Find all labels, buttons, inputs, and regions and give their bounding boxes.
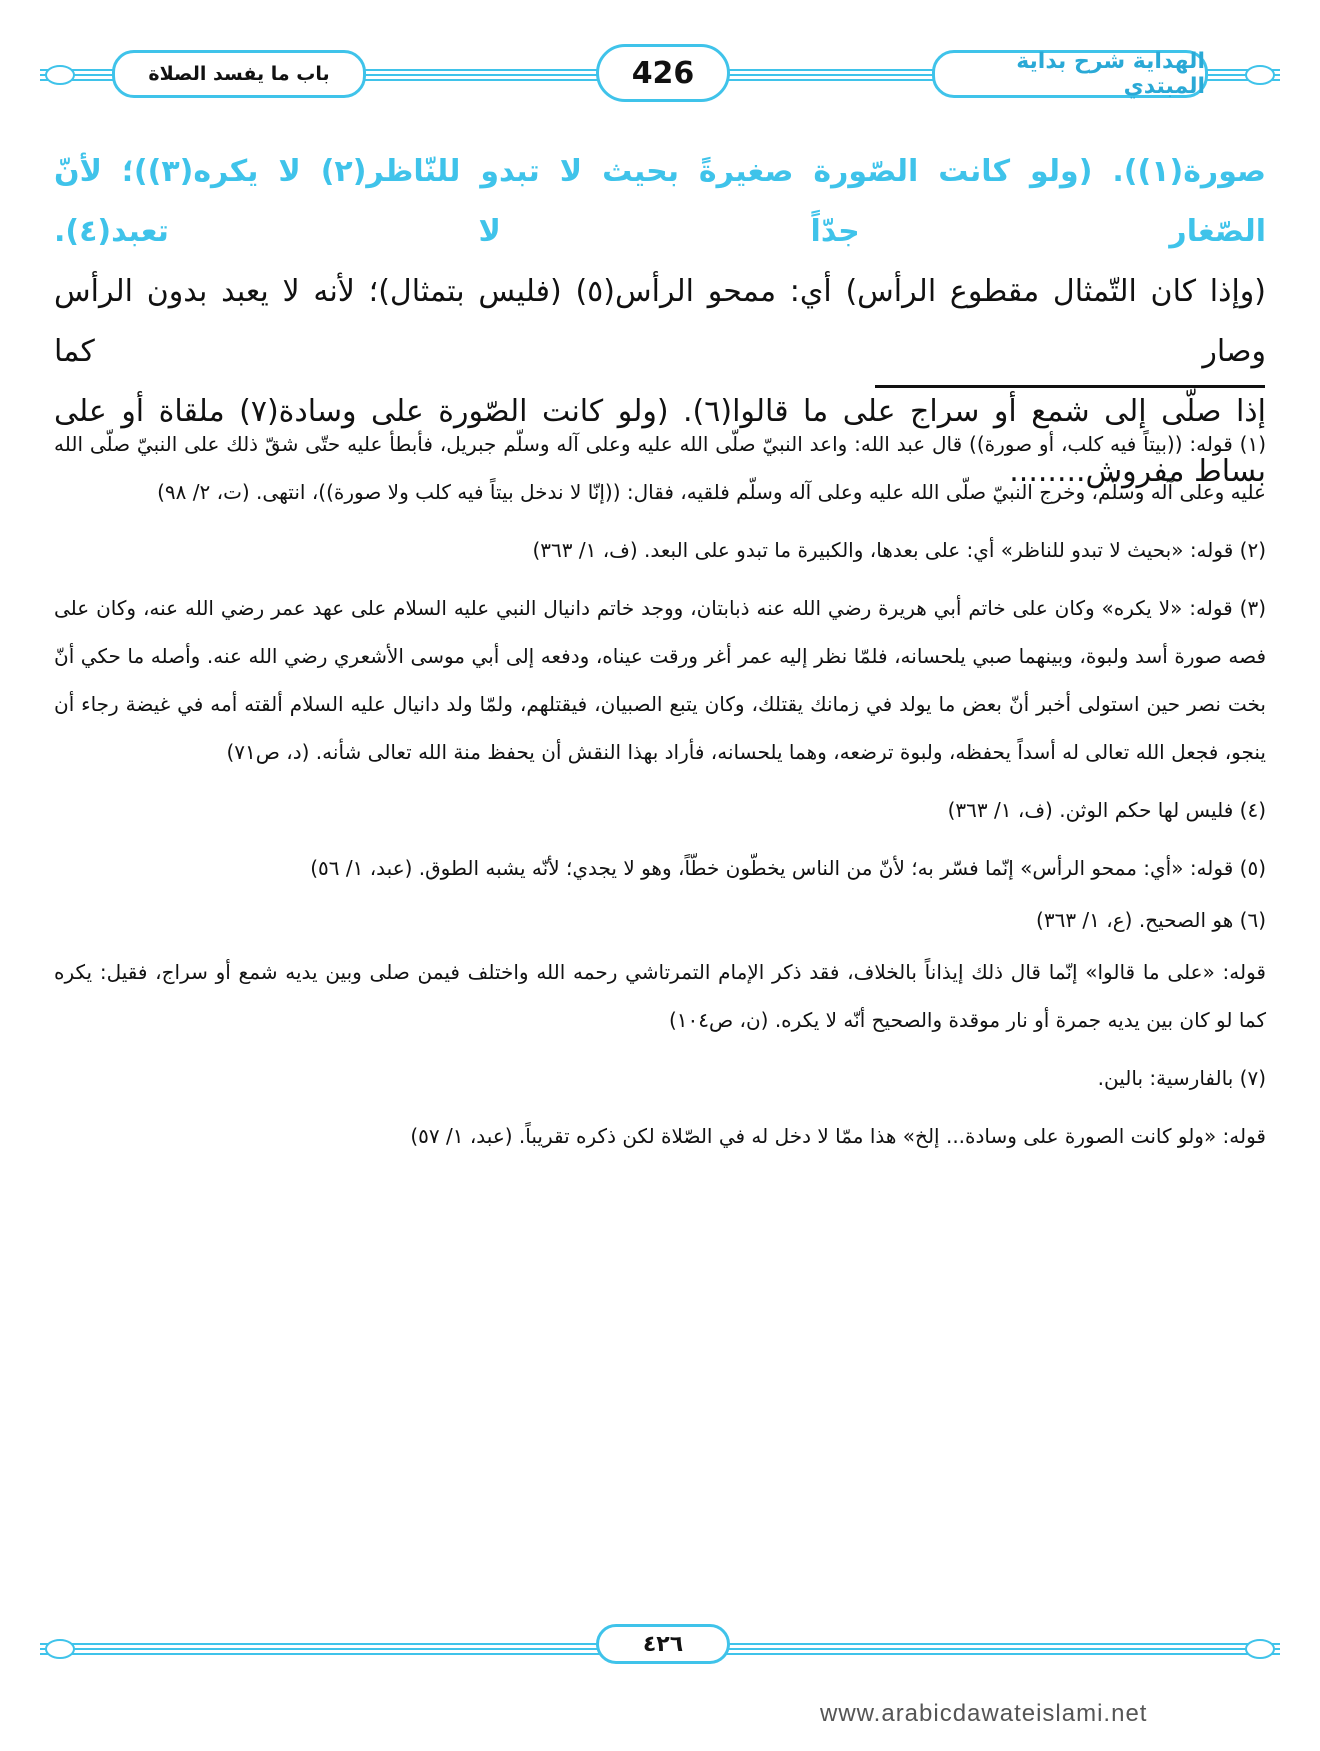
footer-page-number: ٤٢٦ <box>596 1624 730 1664</box>
footnote-7-comment: قوله: «ولو كانت الصورة على وسادة... إلخ» هذا ممّا لا دخل له في الصّلاة لكن ذكره تقريباً. (عبد، ١/ ٥٧) <box>410 1124 1266 1148</box>
footnote-1: (١) قوله: ((بيتاً فيه كلب، أو صورة)) قال عبد الله: واعد النبيّ صلّى الله عليه وعلى آله وسلّم جبريل، فأبطأ عليه حتّى شقّ ذلك على النبيّ صلّى الله عليه وعلى آله وسلّم، وخرج النبيّ صلّى الله عليه وعلى آله وسلّم فلقيه، فقال: ((إنّا لا ندخل بيتاً فيه كلب ولا صورة))، انتهى. (ت، ٢/ ٩٨) <box>54 432 1266 504</box>
footnote-6: (٦) هو الصحيح. (ع، ١/ ٣٦٣) <box>1036 908 1266 932</box>
chapter-title: باب ما يفسد الصلاة <box>112 50 366 98</box>
book-title: الهداية شرح بداية المبتدي <box>932 50 1208 98</box>
main-line-2: (وإذا كان التّمثال مقطوع الرأس) أي: ممحو الرأس(٥) (فليس بتمثال)؛ لأنه لا يعبد بدون الرأس وصار كما <box>54 274 1266 369</box>
footnotes <box>54 420 1266 1160</box>
website-url: www.arabicdawateislami.net <box>820 1700 1148 1727</box>
main-line-3: إذا صلّى إلى شمع أو سراج على ما قالوا(٦). (ولو كانت الصّورة على وسادة(٧) ملقاة أو على بساط مفروش........ <box>54 394 1266 489</box>
footnote-7: (٧) بالفارسية: بالين. <box>1097 1066 1266 1090</box>
main-line-1: صورة(١)). (ولو كانت الصّورة صغيرةً بحيث لا تبدو للنّاظر(٢) لا يكره(٣))؛ لأنّ الصّغار جدّاً لا تعبد(٤). <box>54 154 1266 249</box>
footnote-2: (٢) قوله: «بحيث لا تبدو للناظر» أي: على بعدها، والكبيرة ما تبدو على البعد. (ف، ١/ ٣٦٣) <box>532 538 1266 562</box>
footnote-6-comment: قوله: «على ما قالوا» إنّما قال ذلك إيذاناً بالخلاف، فقد ذكر الإمام التمرتاشي رحمه الله واختلف فيمن صلى وبين يديه شمع أو سراج، فقيل: يكره كما لو كان بين يديه جمرة أو نار موقدة والصحيح أنّه لا يكره. (ن، ص١٠٤) <box>54 960 1266 1032</box>
footnote-divider <box>875 385 1265 388</box>
footnote-4: (٤) فليس لها حكم الوثن. (ف، ١/ ٣٦٣) <box>947 798 1266 822</box>
page-number: 426 <box>596 44 730 102</box>
footnote-5: (٥) قوله: «أي: ممحو الرأس» إنّما فسّر به؛ لأنّ من الناس يخطّون خطّاً، وهو لا يجدي؛ لأنّه يشبه الطوق. (عبد، ١/ ٥٦) <box>310 856 1266 880</box>
footnote-3: (٣) قوله: «لا يكره» وكان على خاتم أبي هريرة رضي الله عنه ذبابتان، ووجد خاتم دانيال النبي عليه السلام على عهد عمر رضي الله عنه، وكان على فصه صورة أسد ولبوة، وبينهما صبي يلحسانه، فلمّا نظر إليه عمر أغر ورقت عيناه، ودفعه إلى أبي موسى الأشعري رضي الله عنه. وأصله ما حكي أنّ بخت نصر حين استولى أخبر أنّ بعض ما يولد في زمانك يقتلك، وكان يتبع الصبيان، فيقتلهم، ولمّا ولد دانيال عليه السلام ألقته أمه في غيضة رجاء أن ينجو، فجعل الله تعالى له أسداً يحفظه، ولبوة ترضعه، وهما يلحسانه، فأراد بهذا النقش أن يحفظ منة الله تعالى شأنه. (د، ص٧١) <box>54 596 1266 764</box>
